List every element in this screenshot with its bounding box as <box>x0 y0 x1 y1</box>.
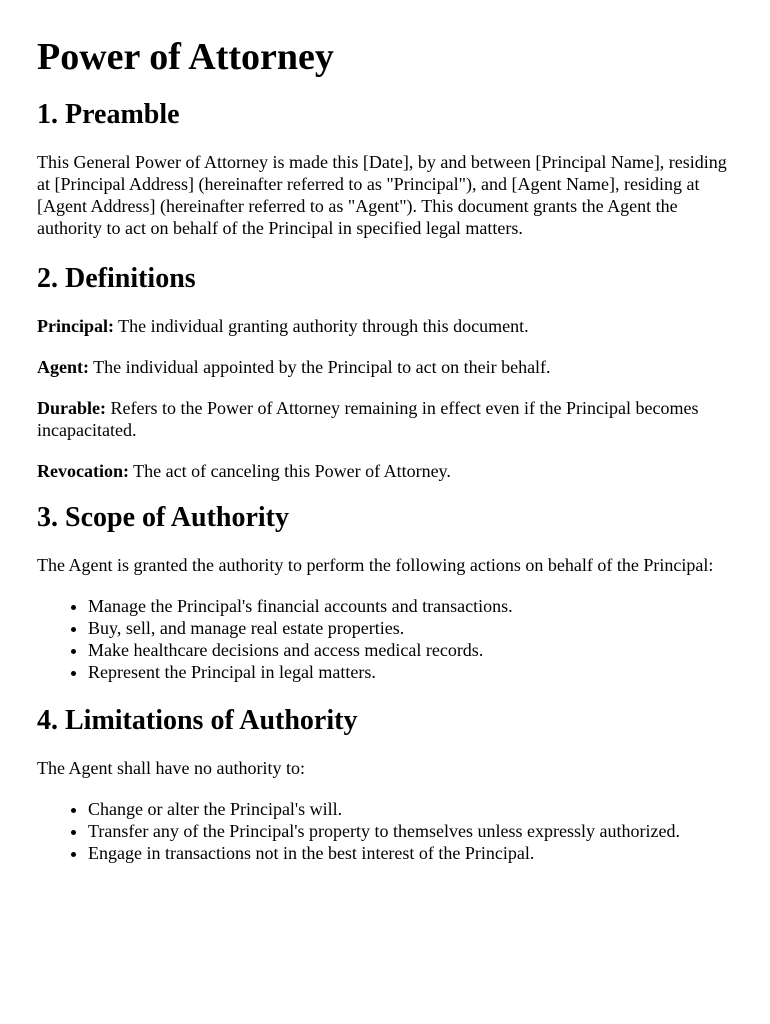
scope-heading: 3. Scope of Authority <box>37 502 289 533</box>
definition-text: The individual appointed by the Principal to act on their behalf. <box>89 357 551 377</box>
definition-item <box>37 460 734 482</box>
definition-term: Agent: <box>37 357 89 377</box>
list-item: • Manage the Principal's financial accounts and transactions. <box>88 595 734 617</box>
definition-text: The act of canceling this Power of Attorney. <box>128 461 451 481</box>
definition-text: The individual granting authority through this document. <box>114 316 529 336</box>
list-item: • Make healthcare decisions and access medical records. <box>88 639 734 661</box>
list-item: • Engage in transactions not in the best interest of the Principal. <box>88 842 734 864</box>
list-item: • Transfer any of the Principal's property to themselves unless expressly authorized. <box>88 820 734 842</box>
definition-item <box>37 397 734 441</box>
limitations-intro: The Agent shall have no authority to: <box>37 758 305 778</box>
preamble-text: This General Power of Attorney is made this [Date], by and between [Principal Name], residing at [Principal Address] (hereinafter referred to as "Principal"), and [Agent Name], residing at [Agent Address] (hereinafter referred to as "Agent"). This document grants the Agent the authority to act on behalf of the Principal in specified legal matters. <box>37 152 727 238</box>
definition-term: Durable: <box>37 398 106 418</box>
limitations-list <box>37 798 734 864</box>
scope-list <box>37 595 734 683</box>
definition-item <box>37 315 734 337</box>
document-title: Power of Attorney <box>37 36 334 78</box>
limitations-heading: 4. Limitations of Authority <box>37 705 358 736</box>
definition-item <box>37 356 734 378</box>
definitions-heading: 2. Definitions <box>37 263 196 294</box>
list-item: • Represent the Principal in legal matters. <box>88 661 734 683</box>
definition-text: Refers to the Power of Attorney remaining in effect even if the Principal becomes incapacitated. <box>37 398 699 440</box>
definition-term: Principal: <box>37 316 114 336</box>
list-item: • Change or alter the Principal's will. <box>88 798 734 820</box>
definition-term: Revocation: <box>37 461 129 481</box>
list-item: • Buy, sell, and manage real estate properties. <box>88 617 734 639</box>
scope-intro: The Agent is granted the authority to perform the following actions on behalf of the Principal: <box>37 555 714 575</box>
preamble-heading: 1. Preamble <box>37 99 180 130</box>
